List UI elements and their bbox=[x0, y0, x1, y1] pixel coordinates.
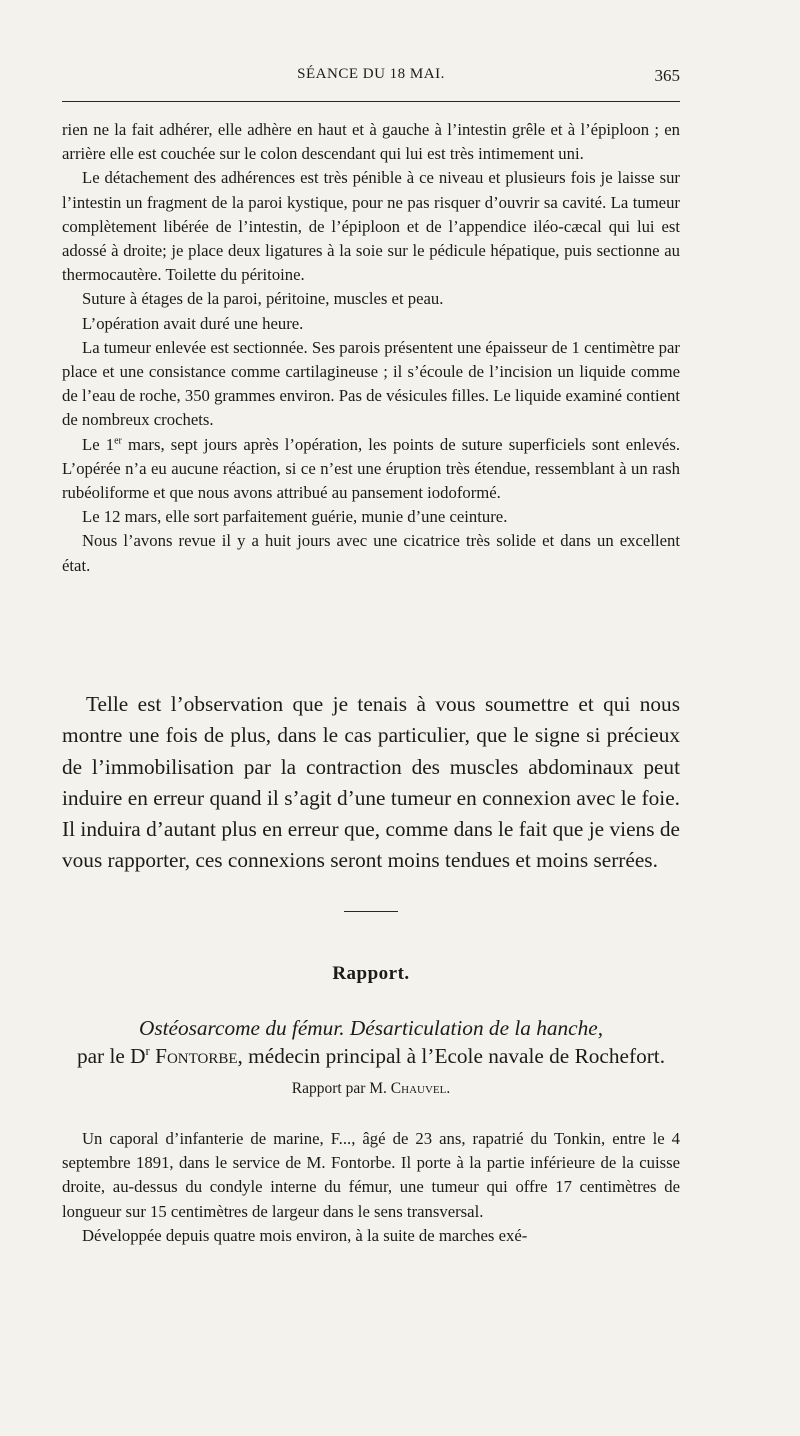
paragraph: L’opération avait duré une heure. bbox=[82, 313, 304, 333]
text-fragment: par le D bbox=[76, 1044, 146, 1068]
text-fragment: Rapport par M. bbox=[291, 1080, 391, 1097]
superscript: r bbox=[145, 1043, 150, 1058]
section-title: Rapport. bbox=[332, 963, 410, 984]
paragraph: rien ne la fait adhérer, elle adhère en haut et à gauche à l’intestin grêle et à l’épiploon ; en arrière elle est couchée sur le colon descendant qui lui est très intimement uni. bbox=[62, 120, 680, 164]
running-title: SÉANCE DU 18 MAI. bbox=[297, 66, 445, 82]
paragraph: Le détachement des adhérences est très pénible à ce niveau et plusieurs fois je laisse sur l’intestin un fragment de la paroi kystique, pour ne pas risquer d’ouvrir sa cavité. La tumeur complètement libérée de l’intestin, de l’épiploon et de l’appendice iléo-cæcal qui lui est adossé à droite; je place deux ligatures à la soie sur le pédicule hépatique, puis sectionne au thermocautère. Toilette du péritoine. bbox=[62, 168, 680, 285]
reporter-name: Chauvel. bbox=[390, 1080, 451, 1097]
observation-text bbox=[62, 118, 680, 578]
report-title-line: Ostéosarcome du fémur. Désarticulation de la hanche, bbox=[138, 1016, 604, 1040]
reporter-line bbox=[62, 1080, 680, 1098]
superscript: er bbox=[114, 435, 122, 447]
page-number: 365 bbox=[654, 66, 680, 85]
paragraph: La tumeur enlevée est sectionnée. Ses parois présentent une épaisseur de 1 centimètre par place et une consistance comme cartilagineuse ; il s’écoule de l’incision un liquide comme de l’eau de roche, 350 grammes environ. Pas de vésicules filles. Le liquide examiné contient de nombreux crochets. bbox=[62, 337, 680, 430]
header-rule bbox=[62, 101, 680, 102]
paragraph: Nous l’avons revue il y a huit jours avec une cicatrice très solide et dans un excellent état. bbox=[62, 531, 680, 575]
paragraph bbox=[62, 433, 680, 506]
paragraph: Un caporal d’infanterie de marine, F..., âgé de 23 ans, rapatrié du Tonkin, entre le 4 septembre 1891, dans le service de M. Fontorbe. Il porte à la partie inférieure de la cuisse droite, au-dessus du condyle interne du fémur, une tumeur qui offre 17 centimètres de longueur sur 15 centimètres de largeur dans le sens transversal. bbox=[62, 1129, 680, 1221]
paragraph: Suture à étages de la paroi, péritoine, muscles et peau. bbox=[82, 289, 444, 309]
paragraph: Développée depuis quatre mois environ, à la suite de marches exé- bbox=[82, 1225, 528, 1245]
text-fragment: Le 1 bbox=[82, 434, 115, 454]
section-separator bbox=[344, 911, 398, 912]
report-title bbox=[62, 1014, 680, 1070]
conclusion-text bbox=[62, 689, 680, 877]
paragraph: Le 12 mars, elle sort parfaitement guérie, munie d’une ceinture. bbox=[82, 507, 508, 527]
text-fragment: , médecin principal à l’Ecole navale de Rochefort. bbox=[237, 1044, 666, 1068]
author-name: Fontorbe bbox=[155, 1044, 238, 1068]
report-author-line bbox=[62, 1042, 680, 1070]
report-text bbox=[62, 1127, 680, 1248]
page-header bbox=[62, 66, 680, 96]
text-fragment: mars, sept jours après l’opération, les points de suture superficiels sont enlevés. L’opérée n’a eu aucune réaction, si ce n’est une éruption très étendue, ressemblant à un rash rubéoliforme et que nous avons attribué au pansement iodoformé. bbox=[62, 434, 680, 503]
paragraph: Telle est l’observation que je tenais à vous soumettre et qui nous montre une fois de plus, dans le cas particulier, que le signe si précieux de l’immobilisation par la contraction des muscles abdominaux peut induire en erreur quand il s’agit d’une tumeur en connexion avec le foie. Il induira d’autant plus en erreur que, comme dans le fait que je viens de vous rapporter, ces connexions seront moins tendues et moins serrées. bbox=[62, 692, 680, 873]
